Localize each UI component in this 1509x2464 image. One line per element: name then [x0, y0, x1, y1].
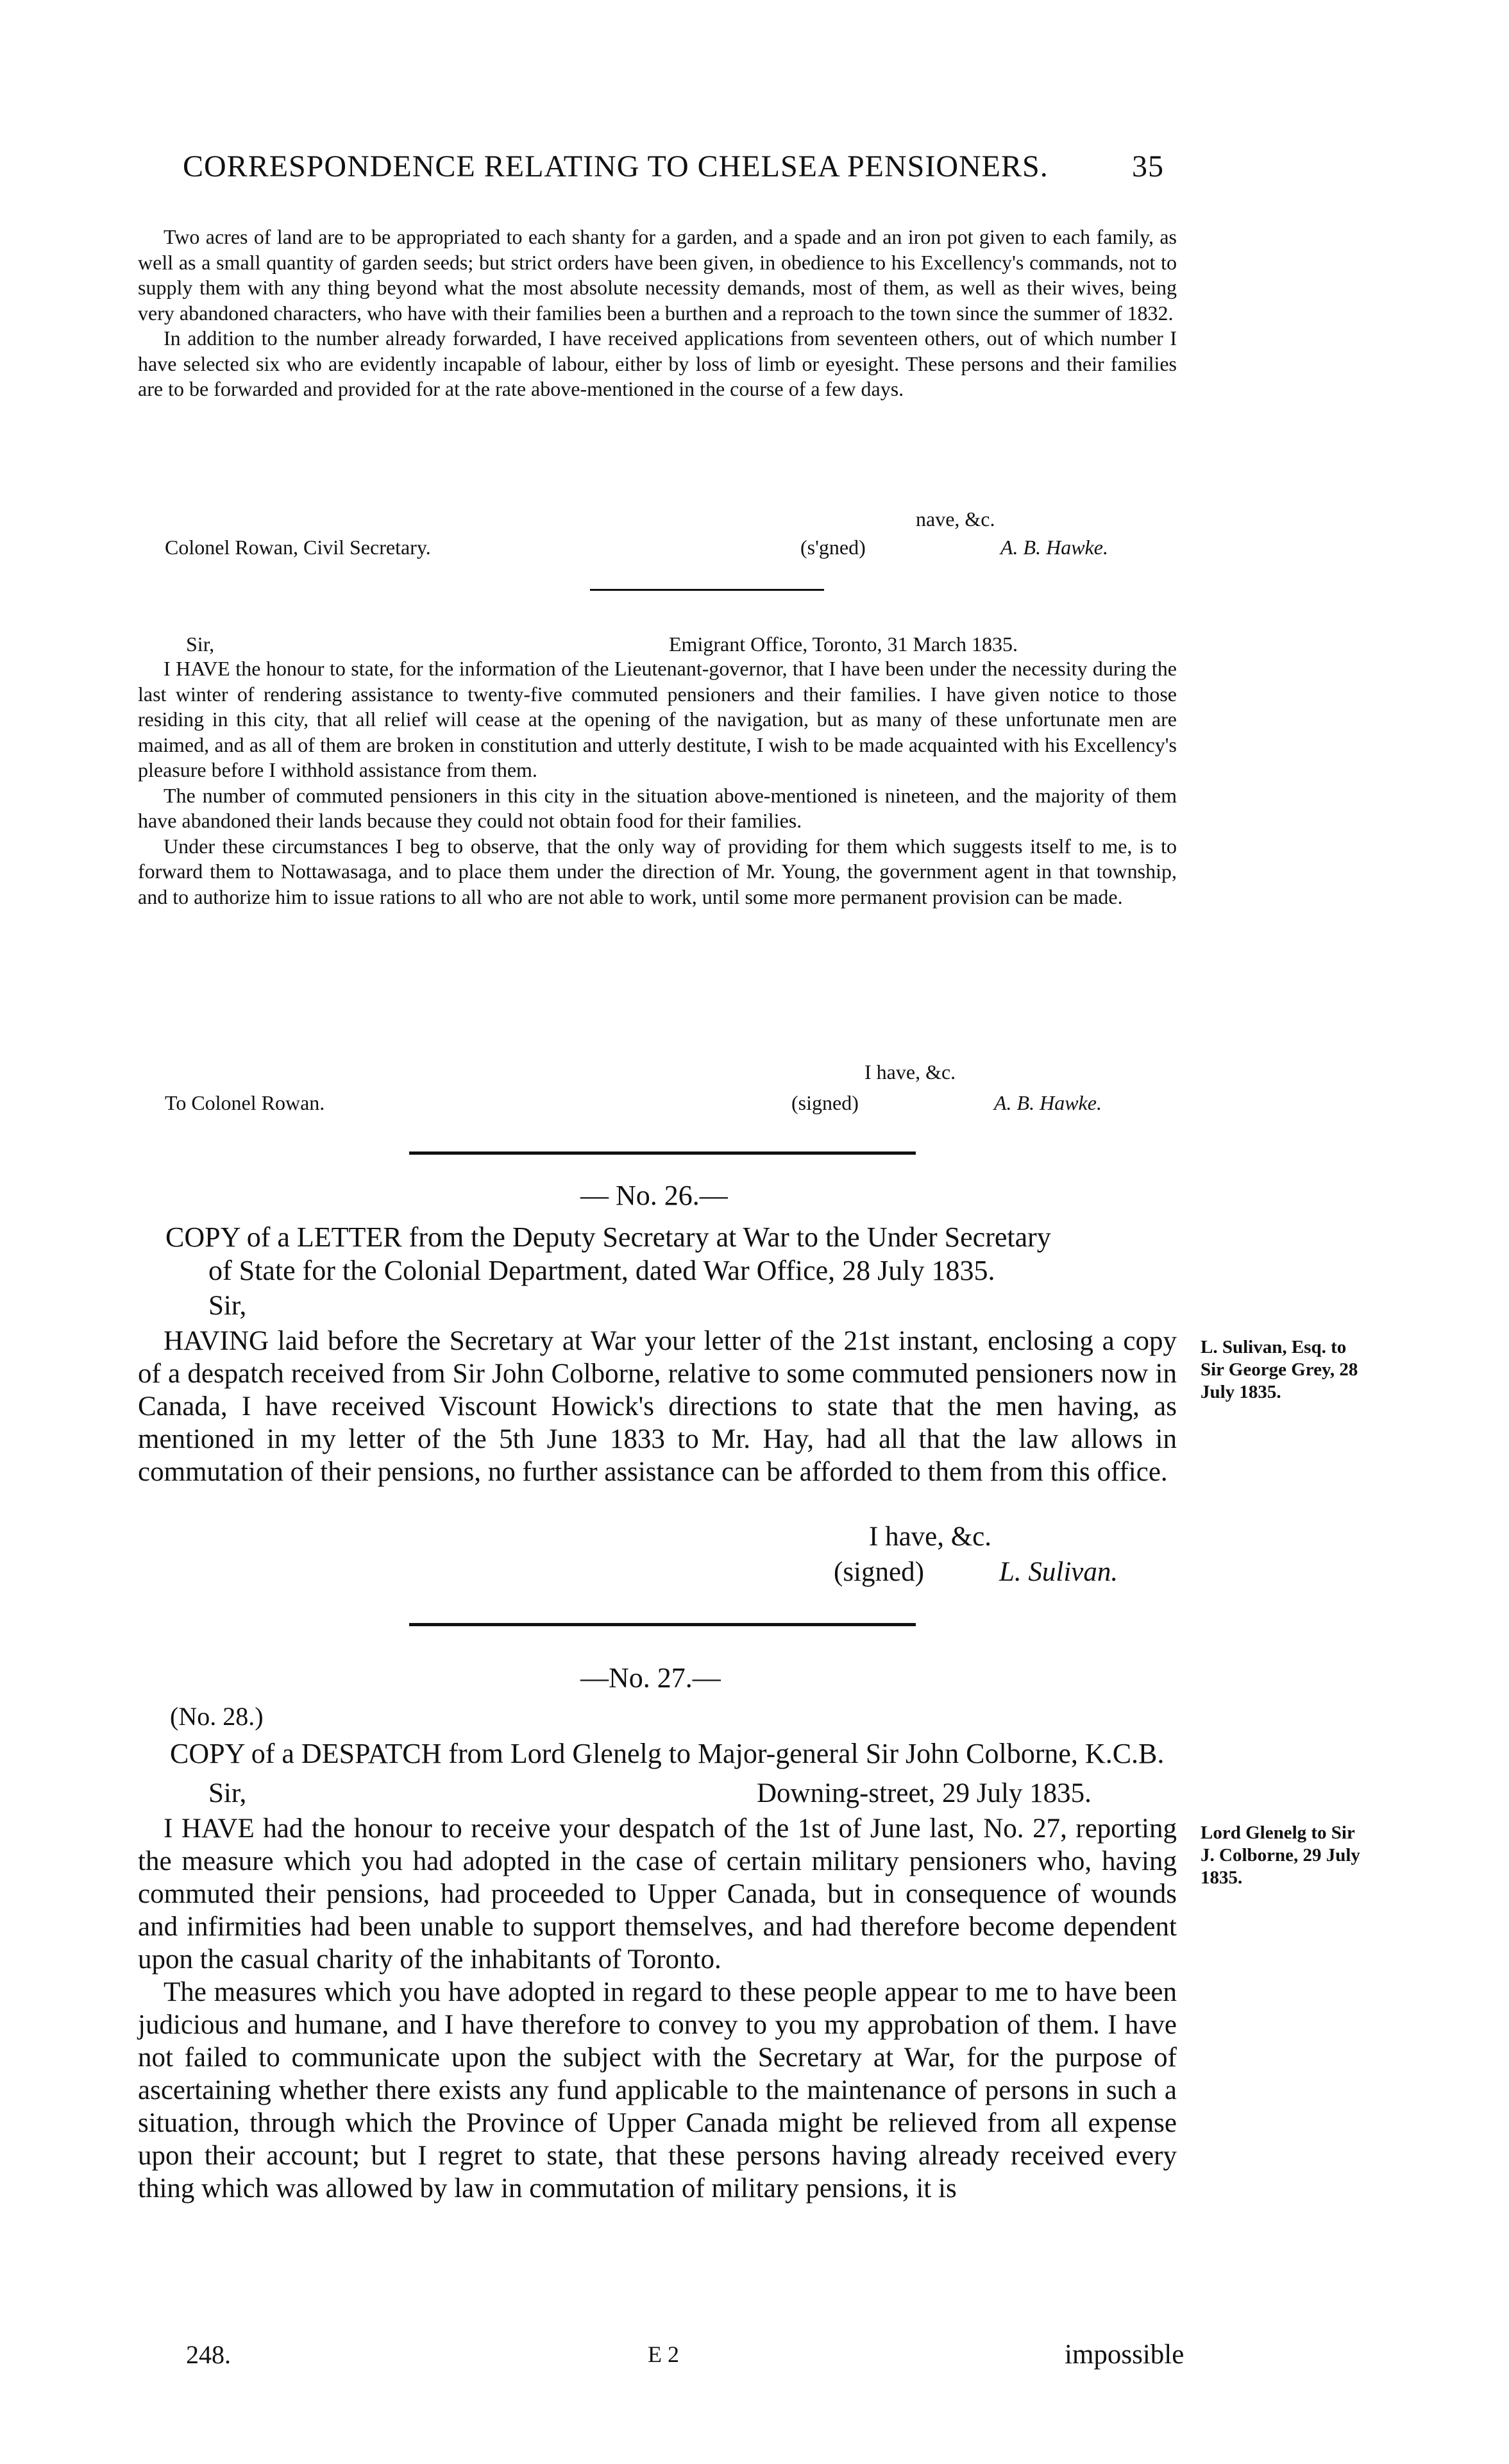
paragraph: HAVING laid before the Secretary at War your letter of the 21st instant, enclosing a copy of a despatch received from Sir John Colborne, relative to some commuted pensioners now in Canada, I have received Viscount Howick's directions to state that the men having, as mentioned in my letter of the 5th June 1833 to Mr. Hay, had all that the law allows in commutation of their pensions, no further assistance can be afforded to them from this office. — [138, 1326, 1177, 1487]
salutation: Sir, — [208, 1778, 247, 1808]
no27-body — [138, 1812, 1177, 2205]
section-number: —No. 27.— — [580, 1662, 721, 1694]
margin-note: Lord Glenelg to Sir J. Colborne, 29 July 1835. — [1201, 1823, 1360, 1888]
paragraph: Two acres of land are to be appropriated to each shanty for a garden, and a spade and an iron pot given to each family, as well as a small quantity of garden seeds; but strict orders have been given, in obedience to his Excellency's commands, not to supply them with any thing beyond what the most absolute necessity demands, most of them, as well as their wives, being very abandoned characters, who have with their families been a burthen and a reproach to the town since the summer of 1832. — [138, 225, 1177, 325]
document-title: COPY of a DESPATCH from Lord Glenelg to Major-general Sir John Colborne, K.C.B. — [170, 1738, 1165, 1769]
paragraph: The measures which you have adopted in regard to these people appear to me to have been judicious and humane, and I have therefore to convey to you my approbation of them. I have not failed to communicate upon the subject with the Secretary at War, for the purpose of ascertaining whether there exists any fund applicable to the maintenance of persons in such a situation, through which the Province of Upper Canada might be relieved from all expense upon their account; but I regret to state, that these persons having already received every thing which was allowed by law in commutation of military pensions, it is — [138, 1977, 1177, 2204]
signature: A. B. Hawke. — [994, 1091, 1102, 1114]
page-number: 35 — [1132, 149, 1164, 183]
paragraph: In addition to the number already forwarded, I have received applications from seventeen others, out of which number I have selected six who are evidently incapable of labour, either by loss of limb or eyesight. These persons and their families are to be forwarded and provided for at the rate above-mentioned in the course of a few days. — [138, 327, 1177, 400]
separator-rule — [409, 1151, 916, 1155]
paragraph: I HAVE the honour to state, for the information of the Lieutenant-governor, that I have been under the necessity during the last winter of rendering assistance to twenty-five commuted pensioners and their families. I have given notice to those residing in this city, that all relief will cease at the opening of the navigation, but as many of these unfortunate men are maimed, and as all of them are broken in constitution and utterly destitute, I wish to be made acquainted with his Excellency's pleasure before I withhold assistance from them. — [138, 657, 1177, 781]
signature: A. B. Hawke. — [1000, 536, 1108, 559]
emigrant-letter-body — [138, 656, 1177, 910]
closing: I have, &c. — [864, 1060, 956, 1083]
document-title: of State for the Colonial Department, dated War Office, 28 July 1835. — [208, 1255, 995, 1286]
salutation: Sir, — [208, 1291, 247, 1321]
dateline: Downing-street, 29 July 1835. — [757, 1778, 1092, 1808]
no26-body — [138, 1325, 1177, 1488]
sub-number: (No. 28.) — [170, 1702, 264, 1731]
signed-label: (signed) — [791, 1091, 859, 1114]
closing: nave, &c. — [916, 507, 995, 531]
dateline: Emigrant Office, Toronto, 31 March 1835. — [669, 633, 1018, 656]
addressee: Colonel Rowan, Civil Secretary. — [165, 536, 431, 559]
margin-note: L. Sulivan, Esq. to Sir George Grey, 28 July 1835. — [1201, 1337, 1358, 1402]
page-title: CORRESPONDENCE RELATING TO CHELSEA PENSIONERS. — [183, 149, 1049, 183]
page-header — [183, 149, 1164, 184]
separator-rule — [409, 1623, 916, 1626]
separator-rule — [590, 589, 824, 591]
paragraph: The number of commuted pensioners in this city in the situation above-mentioned is nineteen, and the majority of them have abandoned their lands because they could not obtain food for their families. — [138, 783, 1177, 832]
document-title: COPY of a LETTER from the Deputy Secretary at War to the Under Secretary — [165, 1221, 1051, 1253]
paragraph: Under these circumstances I beg to observe, that the only way of providing for them which suggests itself to me, is to forward them to Nottawasaga, and to place them under the direction of Mr. Young, the government agent in that township, and to authorize him to issue rations to all who are not able to work, until some more permanent provision can be made. — [138, 834, 1177, 908]
signature: L. Sulivan. — [999, 1557, 1118, 1587]
footer-signature-mark: 248. — [186, 2340, 231, 2369]
salutation: Sir, — [186, 633, 215, 656]
top-letter-body — [138, 225, 1177, 402]
paragraph: I HAVE had the honour to receive your despatch of the 1st of June last, No. 27, reporting the measure which you had adopted in the case of certain military pensioners who, having commuted their pensions, had proceeded to Upper Canada, but in consequence of wounds and infirmities had been unable to support themselves, and had therefore become dependent upon the casual charity of the inhabitants of Toronto. — [138, 1814, 1177, 1975]
footer-sheet-mark: E 2 — [648, 2341, 679, 2367]
addressee: To Colonel Rowan. — [165, 1091, 325, 1114]
catchword: impossible — [1065, 2340, 1184, 2370]
closing: I have, &c. — [869, 1522, 992, 1552]
section-number: — No. 26.— — [580, 1180, 728, 1211]
signed-label: (signed) — [834, 1557, 924, 1587]
signed-label: (s'gned) — [800, 536, 866, 559]
